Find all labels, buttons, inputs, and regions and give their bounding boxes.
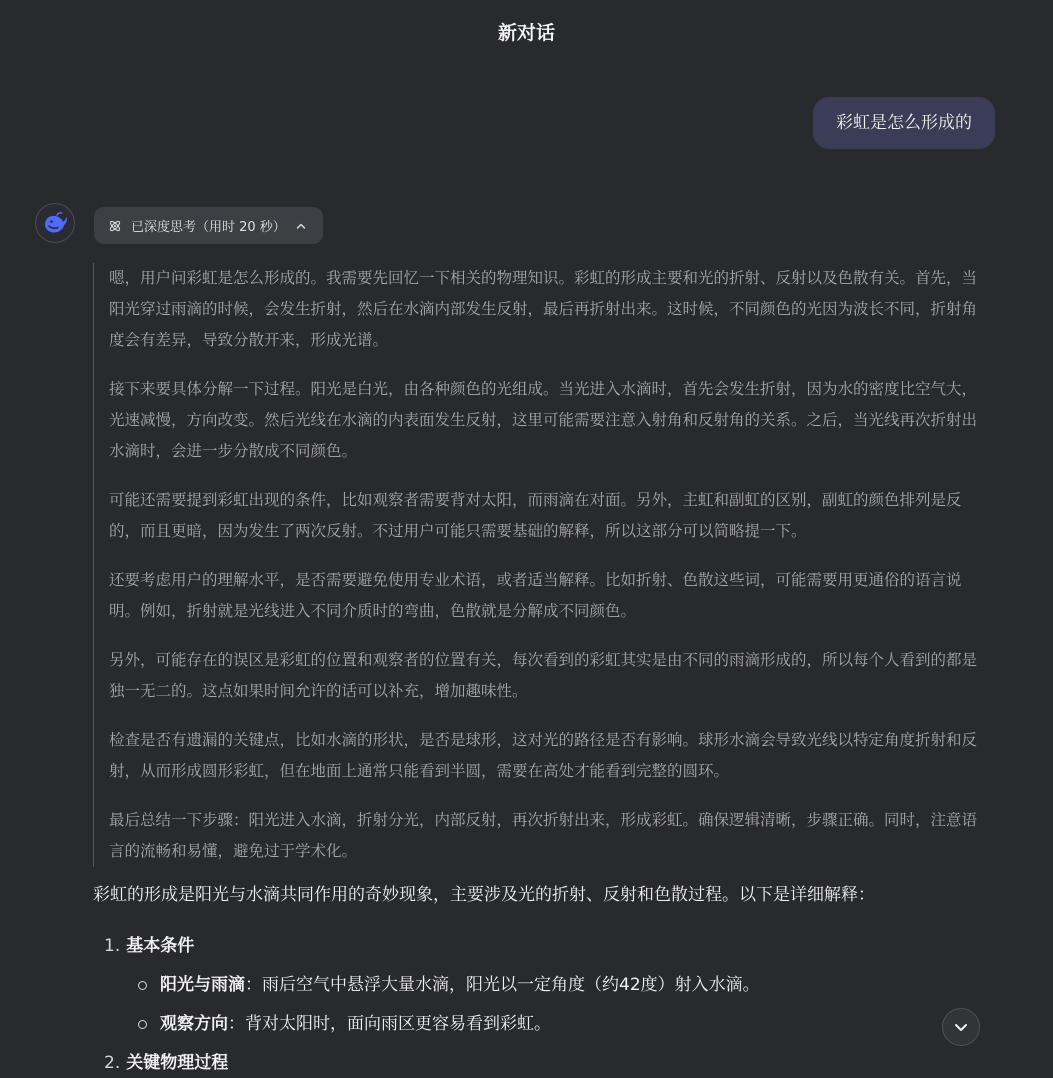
section-title: 基本条件 [126, 936, 195, 956]
thinking-paragraph: 另外，可能存在的误区是彩虹的位置和观察者的位置有关，每次看到的彩虹其实是由不同的雨滴形成的，所以每个人看到的都是独一无二的。这点如果时间允许的话可以补充，增加趣味性。 [109, 651, 978, 700]
thinking-paragraph: 检查是否有遗漏的关键点，比如水滴的形状，是否是球形，这对光的路径是否有影响。球形水滴会导致光线以特定角度折射和反射，从而形成圆形彩虹，但在地面上通常只能看到半圆，需要在高处才能看到完整的圆环。 [109, 731, 978, 780]
user-message-bubble: 彩虹是怎么形成的 [813, 97, 995, 149]
bullet-term: 观察方向 [160, 1014, 228, 1034]
thinking-paragraph: 接下来要具体分解一下过程。阳光是白光，由各种颜色的光组成。当光进入水滴时，首先会发生折射，因为水的密度比空气大，光速减慢，方向改变。然后光线在水滴的内表面发生反射，这里可能需要注意入射角和反射角的关系。之后，当光线再次折射出水滴时，会进一步分散成不同颜色。 [109, 380, 978, 460]
section-number: 2. [104, 1053, 121, 1073]
thinking-paragraph: 嗯，用户问彩虹是怎么形成的。我需要先回忆一下相关的物理知识。彩虹的形成主要和光的折射、反射以及色散有关。首先，当阳光穿过雨滴的时候，会发生折射，然后在水滴内部发生反射，最后再折射出来。这时候，不同颜色的光因为波长不同，折射角度会有差异，导致分散开来，形成光谱。 [109, 269, 978, 349]
thinking-paragraph: 可能还需要提到彩虹出现的条件，比如观察者需要背对太阳，而雨滴在对面。另外，主虹和副虹的区别，副虹的颜色排列是反的，而且更暗，因为发生了两次反射。不过用户可能只需要基础的解释，所以这部分可以简略提一下。 [109, 491, 962, 540]
thinking-content [93, 263, 983, 867]
assistant-avatar [35, 203, 75, 243]
answer-bullet-item [138, 970, 760, 1000]
bullet-text: ：背对太阳时，面向雨区更容易看到彩虹。 [228, 1014, 551, 1034]
bullet-term: 阳光与雨滴 [160, 975, 245, 995]
atom-icon [108, 219, 122, 233]
answer-section-2 [104, 1048, 228, 1078]
scroll-to-bottom-button[interactable] [942, 1008, 980, 1046]
chevron-up-icon [295, 220, 307, 232]
page-title: 新对话 [497, 22, 555, 44]
thinking-paragraph: 最后总结一下步骤：阳光进入水滴，折射分光，内部反射，再次折射出来，形成彩虹。确保逻辑清晰，步骤正确。同时，注意语言的流畅和易懂，避免过于学术化。 [109, 811, 978, 860]
chevron-down-icon [952, 1018, 970, 1036]
section-title: 关键物理过程 [126, 1053, 229, 1073]
bullet-text: ：雨后空气中悬浮大量水滴，阳光以一定角度（约42度）射入水滴。 [245, 975, 760, 995]
circle-bullet-icon [138, 981, 147, 990]
answer-bullet-item [138, 1009, 551, 1039]
section-number: 1. [104, 936, 121, 956]
deep-think-label: 已深度思考（用时 20 秒） [131, 220, 286, 235]
deep-think-toggle[interactable] [94, 207, 323, 244]
circle-bullet-icon [138, 1020, 147, 1029]
answer-intro: 彩虹的形成是阳光与水滴共同作用的奇妙现象，主要涉及光的折射、反射和色散过程。以下是详细解释： [93, 885, 875, 905]
answer-section-1 [104, 931, 194, 961]
thinking-paragraph: 还要考虑用户的理解水平，是否需要避免使用专业术语，或者适当解释。比如折射、色散这些词，可能需要用更通俗的语言说明。例如，折射就是光线进入不同介质时的弯曲，色散就是分解成不同颜色。 [109, 571, 962, 620]
whale-logo-icon [36, 204, 74, 242]
